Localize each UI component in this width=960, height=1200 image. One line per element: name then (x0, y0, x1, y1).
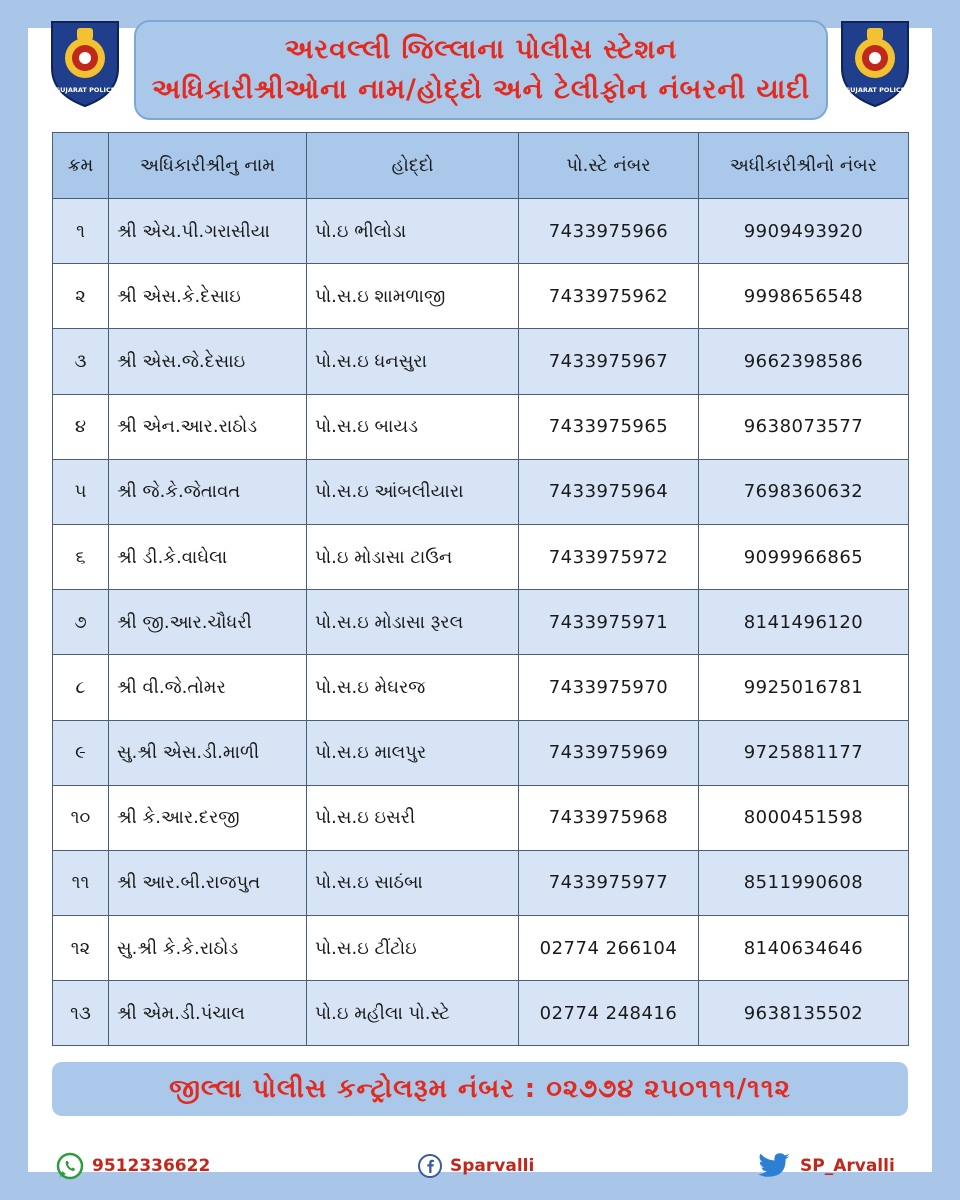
cell-serial: ૭ (53, 590, 109, 655)
cell-post: પો.સ.ઇ શામળાજી (307, 264, 519, 329)
cell-name: શ્રી વી.જે.તોમર (109, 655, 307, 720)
cell-serial: ૮ (53, 655, 109, 720)
cell-station-number: 7433975969 (519, 720, 699, 785)
cell-officer-number: 9725881177 (699, 720, 909, 785)
twitter-handle: SP_Arvalli (800, 1156, 895, 1176)
cell-serial: ૧ (53, 199, 109, 264)
cell-post: પો.સ.ઇ બાયડ (307, 394, 519, 459)
cell-serial: ૩ (53, 329, 109, 394)
table-row (53, 590, 909, 655)
cell-serial: ૫ (53, 459, 109, 524)
table-row (53, 394, 909, 459)
cell-station-number: 7433975966 (519, 199, 699, 264)
cell-station-number: 7433975977 (519, 850, 699, 915)
cell-station-number: 7433975965 (519, 394, 699, 459)
logo-text: GUJARAT POLICE (844, 86, 906, 94)
column-header-officer-number: અધીકારીશ્રીનો નંબર (699, 133, 909, 199)
cell-officer-number: 7698360632 (699, 459, 909, 524)
cell-officer-number: 8141496120 (699, 590, 909, 655)
cell-serial: ૧૩ (53, 981, 109, 1046)
footer (52, 1148, 908, 1184)
cell-post: પો.સ.ઇ આંબલીયારા (307, 459, 519, 524)
cell-post: પો.સ.ઇ ટીંટોઇ (307, 916, 519, 981)
cell-officer-number: 9909493920 (699, 199, 909, 264)
facebook-icon (418, 1154, 442, 1178)
cell-name: શ્રી ડી.કે.વાઘેલા (109, 524, 307, 589)
cell-serial: ૯ (53, 720, 109, 785)
page-subtitle: અધિકારીશ્રીઓના નામ/હોદ્દો અને ટેલીફોન નંબરની યાદી (151, 74, 811, 105)
cell-officer-number: 8511990608 (699, 850, 909, 915)
cell-station-number: 7433975968 (519, 785, 699, 850)
twitter-contact[interactable] (758, 1148, 895, 1184)
cell-officer-number: 9998656548 (699, 264, 909, 329)
police-badge-icon (46, 16, 124, 108)
cell-name: સુ.શ્રી એસ.ડી.માળી (109, 720, 307, 785)
cell-serial: ૧૦ (53, 785, 109, 850)
cell-name: શ્રી જે.કે.જેતાવત (109, 459, 307, 524)
table-row (53, 655, 909, 720)
cell-post: પો.ઇ ભીલોડા (307, 199, 519, 264)
cell-station-number: 02774 266104 (519, 916, 699, 981)
title-banner (134, 20, 828, 120)
cell-officer-number: 8140634646 (699, 916, 909, 981)
table-row (53, 850, 909, 915)
cell-name: શ્રી એસ.જે.દેસાઇ (109, 329, 307, 394)
cell-post: પો.સ.ઇ મેઘરજ (307, 655, 519, 720)
cell-post: પો.સ.ઇ ધનસુરા (307, 329, 519, 394)
column-header-post: હોદ્દો (307, 133, 519, 199)
column-header-station-number: પો.સ્ટે નંબર (519, 133, 699, 199)
cell-serial: ૬ (53, 524, 109, 589)
column-header-name: અધિકારીશ્રીનુ નામ (109, 133, 307, 199)
cell-post: પો.સ.ઇ માલપુર (307, 720, 519, 785)
whatsapp-contact[interactable] (56, 1148, 210, 1184)
twitter-icon (758, 1152, 792, 1180)
cell-serial: ૨ (53, 264, 109, 329)
cell-serial: ૧૨ (53, 916, 109, 981)
cell-name: શ્રી આર.બી.રાજપુત (109, 850, 307, 915)
cell-officer-number: 9638135502 (699, 981, 909, 1046)
cell-officer-number: 8000451598 (699, 785, 909, 850)
page-title: અરવલ્લી જિલ્લાના પોલીસ સ્ટેશન (284, 34, 678, 65)
cell-post: પો.સ.ઇ સાઠંબા (307, 850, 519, 915)
control-room-banner: જીલ્લા પોલીસ કન્ટ્રોલરૂમ નંબર : ૦૨૭૭૪ ૨૫૦૧૧૧/૧૧૨ (52, 1062, 908, 1116)
table-row (53, 199, 909, 264)
table-row (53, 981, 909, 1046)
cell-serial: ૧૧ (53, 850, 109, 915)
cell-station-number: 7433975972 (519, 524, 699, 589)
table-row (53, 459, 909, 524)
cell-officer-number: 9925016781 (699, 655, 909, 720)
table-row (53, 524, 909, 589)
cell-officer-number: 9099966865 (699, 524, 909, 589)
whatsapp-number: 9512336622 (92, 1156, 211, 1176)
cell-officer-number: 9662398586 (699, 329, 909, 394)
table-row (53, 264, 909, 329)
cell-name: શ્રી કે.આર.દરજી (109, 785, 307, 850)
cell-station-number: 7433975962 (519, 264, 699, 329)
cell-name: શ્રી એમ.ડી.પંચાલ (109, 981, 307, 1046)
cell-name: શ્રી એન.આર.રાઠોડ (109, 394, 307, 459)
facebook-handle: Sparvalli (450, 1156, 535, 1176)
officer-table (52, 132, 909, 1046)
cell-name: શ્રી એચ.પી.ગરાસીયા (109, 199, 307, 264)
cell-post: પો.ઇ મોડાસા ટાઉન (307, 524, 519, 589)
cell-name: સુ.શ્રી કે.કે.રાઠોડ (109, 916, 307, 981)
logo-text: GUJARAT POLICE (54, 86, 116, 94)
cell-station-number: 02774 248416 (519, 981, 699, 1046)
cell-station-number: 7433975970 (519, 655, 699, 720)
cell-post: પો.સ.ઇ મોડાસા રૂરલ (307, 590, 519, 655)
cell-post: પો.સ.ઇ ઇસરી (307, 785, 519, 850)
table-row (53, 720, 909, 785)
cell-station-number: 7433975971 (519, 590, 699, 655)
cell-officer-number: 9638073577 (699, 394, 909, 459)
cell-post: પો.ઇ મહીલા પો.સ્ટે (307, 981, 519, 1046)
table-row (53, 329, 909, 394)
cell-serial: ૪ (53, 394, 109, 459)
cell-name: શ્રી જી.આર.ચૌધરી (109, 590, 307, 655)
cell-name: શ્રી એસ.કે.દેસાઇ (109, 264, 307, 329)
cell-station-number: 7433975967 (519, 329, 699, 394)
whatsapp-icon (56, 1152, 84, 1180)
table-row (53, 916, 909, 981)
table-header-row (53, 133, 909, 199)
cell-station-number: 7433975964 (519, 459, 699, 524)
police-badge-icon (836, 16, 914, 108)
column-header-serial: ક્રમ (53, 133, 109, 199)
facebook-contact[interactable] (418, 1148, 534, 1184)
table-row (53, 785, 909, 850)
